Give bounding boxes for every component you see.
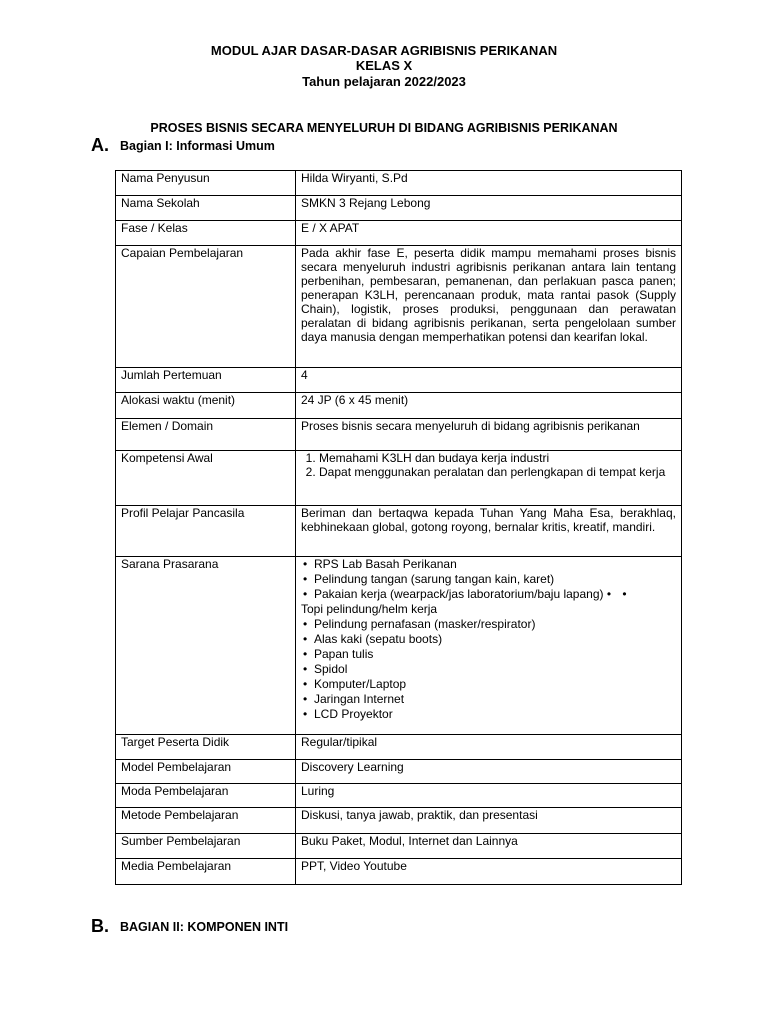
row-value: PPT, Video Youtube [296, 859, 682, 885]
row-value: Buku Paket, Modul, Internet dan Lainnya [296, 834, 682, 859]
table-row [116, 760, 682, 784]
row-label: Media Pembelajaran [116, 859, 296, 885]
row-label: Elemen / Domain [116, 419, 296, 451]
row-value: Beriman dan bertaqwa kepada Tuhan Yang Maha Esa, berakhlaq, kebhinekaan global, gotong royong, bernalar kritis, kreatif, mandiri. [296, 506, 682, 557]
list-item-text: Pakaian kerja (wearpack/jas laboratorium/baju lapang) [314, 587, 604, 601]
section-a-title: Bagian I: Informasi Umum [120, 139, 275, 153]
row-label: Sarana Prasarana [116, 557, 296, 735]
competency-list [301, 451, 676, 479]
row-label: Alokasi waktu (menit) [116, 393, 296, 419]
list-item: • RPS Lab Basah Perikanan [301, 557, 676, 572]
table-row [116, 171, 682, 196]
table-row [116, 808, 682, 834]
list-item: • LCD Proyektor [301, 707, 676, 722]
topic-title: PROSES BISNIS SECARA MENYELURUH DI BIDANG AGRIBISNIS PERIKANAN [150, 121, 618, 135]
table-row [116, 506, 682, 557]
list-item: • Alas kaki (sepatu boots) [301, 632, 676, 647]
row-label: Target Peserta Didik [116, 735, 296, 760]
row-value: Hilda Wiryanti, S.Pd [296, 171, 682, 196]
table-row [116, 368, 682, 393]
row-value: Pada akhir fase E, peserta didik mampu memahami proses bisnis secara menyeluruh industri agribisnis perikanan antara lain tentang perbenihan, pembesaran, pemanenan, dan perlakuan pasca panen; penerapan K3LH, perencanaan produk, mata rantai pasok (Supply Chain), logistik, proses produksi, penggunaan dan perawatan peralatan di bidang agribisnis perikanan, serta pengelolaan sumber daya manusia dengan memperhatikan potensi dan kearifan lokal. [296, 246, 682, 368]
row-label: Metode Pembelajaran [116, 808, 296, 834]
general-info-table [115, 170, 682, 885]
list-item: • Spidol [301, 662, 676, 677]
row-label: Jumlah Pertemuan [116, 368, 296, 393]
row-label: Fase / Kelas [116, 221, 296, 246]
table-row [116, 196, 682, 221]
row-value: SMKN 3 Rejang Lebong [296, 196, 682, 221]
row-label: Profil Pelajar Pancasila [116, 506, 296, 557]
table-row [116, 246, 682, 368]
section-a-letter: A. [91, 135, 109, 155]
row-value: Luring [296, 784, 682, 808]
table-row [116, 784, 682, 808]
facility-list [301, 617, 676, 722]
row-value: Proses bisnis secara menyeluruh di bidang agribisnis perikanan [296, 419, 682, 451]
row-value [296, 557, 682, 735]
row-value: Diskusi, tanya jawab, praktik, dan presentasi [296, 808, 682, 834]
module-title: MODUL AJAR DASAR-DASAR AGRIBISNIS PERIKANAN [210, 43, 558, 58]
row-value: 24 JP (6 x 45 menit) [296, 393, 682, 419]
school-year: Tahun pelajaran 2022/2023 [302, 74, 466, 89]
row-label: Sumber Pembelajaran [116, 834, 296, 859]
list-item: • Pelindung tangan (sarung tangan kain, karet) [301, 572, 676, 587]
list-item [301, 587, 676, 602]
table-row [116, 735, 682, 760]
row-label: Moda Pembelajaran [116, 784, 296, 808]
list-item: 1. Memahami K3LH dan budaya kerja industri [319, 451, 676, 465]
row-label: Nama Penyusun [116, 171, 296, 196]
row-value [296, 451, 682, 506]
table-row [116, 221, 682, 246]
row-label: Model Pembelajaran [116, 760, 296, 784]
table-row [116, 834, 682, 859]
row-value: Regular/tipikal [296, 735, 682, 760]
list-item-plain: Topi pelindung/helm kerja [301, 602, 438, 616]
list-item: • Papan tulis [301, 647, 676, 662]
row-label: Nama Sekolah [116, 196, 296, 221]
row-label: Capaian Pembelajaran [116, 246, 296, 368]
trailing-bullets: • • [606, 587, 631, 601]
table-row [116, 557, 682, 735]
row-value: 4 [296, 368, 682, 393]
list-item: • Jaringan Internet [301, 692, 676, 707]
section-b-title: BAGIAN II: KOMPONEN INTI [120, 920, 289, 934]
table-row [116, 859, 682, 885]
list-item: • Komputer/Laptop [301, 677, 676, 692]
row-label: Kompetensi Awal [116, 451, 296, 506]
section-b-letter: B. [91, 916, 109, 936]
list-item: • Pelindung pernafasan (masker/respirator) [301, 617, 676, 632]
table-row [116, 451, 682, 506]
list-item: 2. Dapat menggunakan peralatan dan perlengkapan di tempat kerja [319, 465, 676, 479]
row-value: Discovery Learning [296, 760, 682, 784]
table-row [116, 419, 682, 451]
table-row [116, 393, 682, 419]
row-value: E / X APAT [296, 221, 682, 246]
facility-list [301, 557, 676, 602]
class-label: KELAS X [355, 58, 413, 73]
